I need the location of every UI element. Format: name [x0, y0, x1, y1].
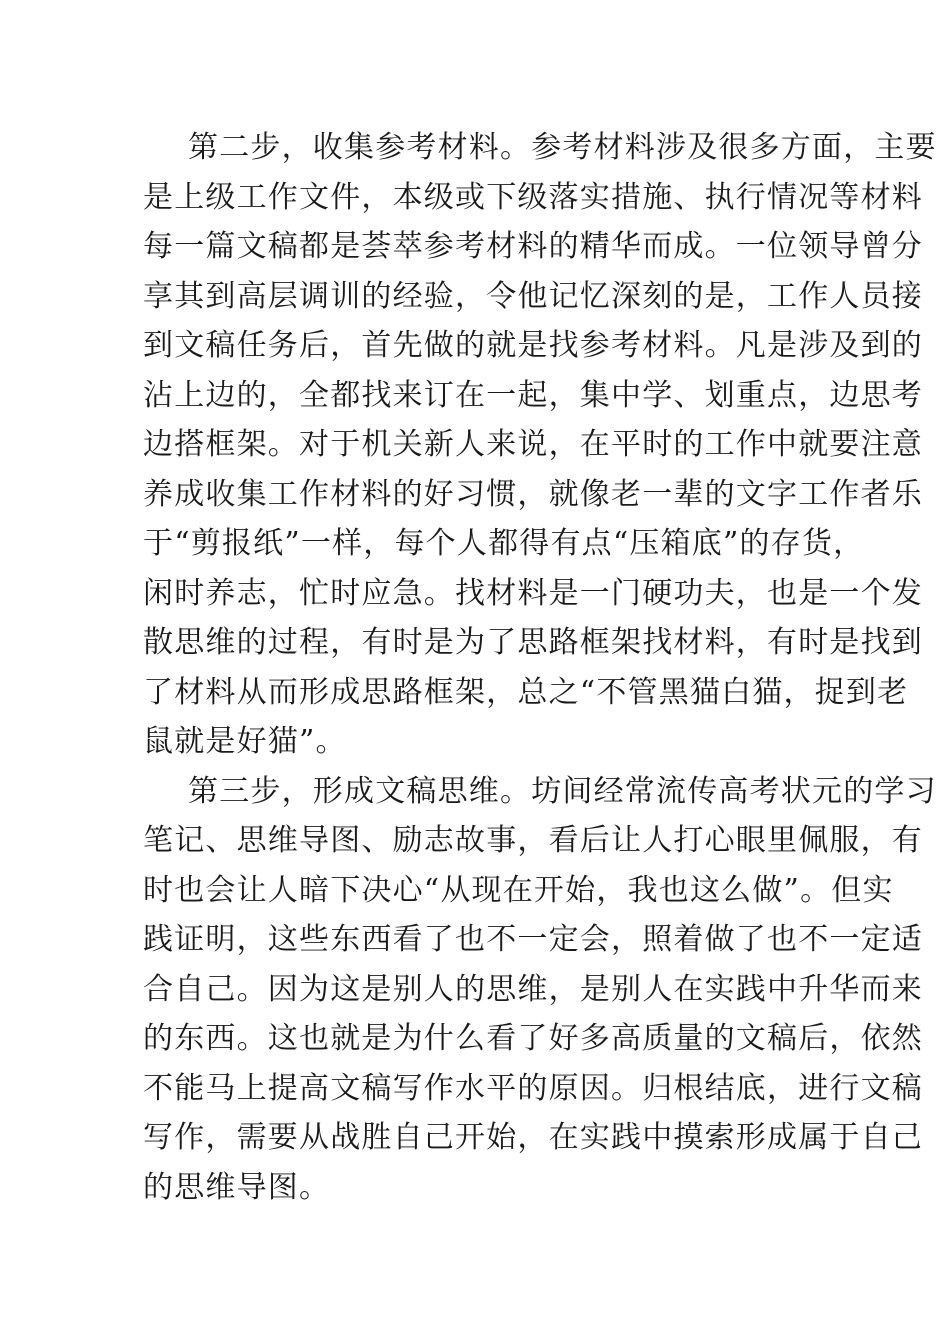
text-line: 到文稿任务后，首先做的就是找参考材料。凡是涉及到的: [143, 328, 923, 363]
text-line: 沾上边的，全都找来订在一起，集中学、划重点，边思考: [143, 377, 923, 413]
text-line: 笔记、思维导图、励志故事，看后让人打心眼里佩服，有: [143, 823, 923, 858]
text-line: 边搭框架。对于机关新人来说，在平时的工作中就要注意: [143, 427, 923, 462]
text-line: 闲时养志，忙时应急。找材料是一门硬功夫，也是一个发: [143, 575, 923, 611]
text-line: 的东西。这也就是为什么看了好多高质量的文稿后，依然: [143, 1021, 923, 1056]
text-line: 践证明，这些东西看了也不一定会，照着做了也不一定适: [143, 922, 923, 957]
text-line: 第二步，收集参考材料。参考材料涉及很多方面，主要: [188, 130, 937, 165]
text-line: 的思维导图。: [143, 1169, 331, 1205]
text-line: 是上级工作文件，本级或下级落实措施、执行情况等材料: [143, 179, 923, 215]
text-line: 享其到高层调训的经验，令他记忆深刻的是，工作人员接: [143, 278, 923, 314]
text-line: 了材料从而形成思路框架，总之“不管黑猫白猫，捉到老: [143, 674, 909, 710]
text-line: 合自己。因为这是别人的思维，是别人在实践中升华而来: [143, 971, 923, 1007]
text-line: 于“剪报纸”一样，每个人都得有点“压箱底”的存货，: [143, 526, 865, 561]
text-line: 养成收集工作材料的好习惯，就像老一辈的文字工作者乐: [143, 476, 923, 512]
text-line: 每一篇文稿都是荟萃参考材料的精华而成。一位领导曾分: [143, 229, 923, 264]
text-line: 散思维的过程，有时是为了思路框架找材料，有时是找到: [143, 625, 923, 660]
text-line: 鼠就是好猫”。: [143, 724, 347, 759]
text-line: 时也会让人暗下决心“从现在开始，我也这么做”。但实: [143, 872, 894, 908]
text-line: 第三步，形成文稿思维。坊间经常流传高考状元的学习: [188, 773, 937, 809]
text-line: 不能马上提高文稿写作水平的原因。归根结底，进行文稿: [143, 1070, 923, 1106]
text-line: 写作，需要从战胜自己开始，在实践中摸索形成属于自己: [143, 1120, 923, 1155]
